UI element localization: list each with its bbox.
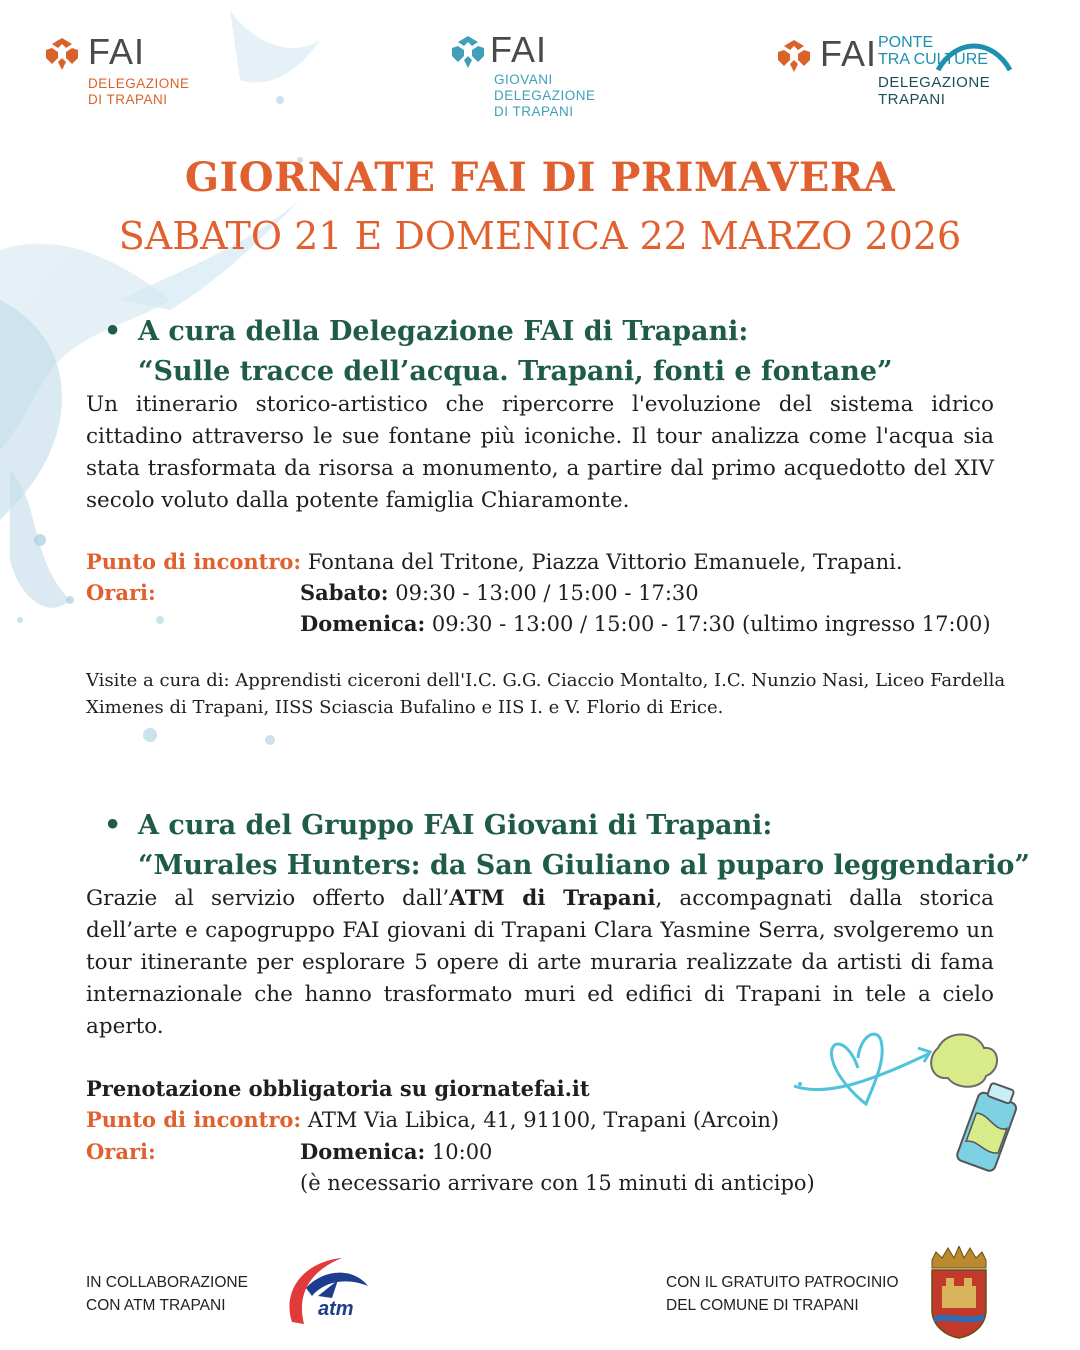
arrival-note: (è necessario arrivare con 15 minuti di anticipo) <box>300 1171 815 1195</box>
sunday-value: 10:00 <box>431 1140 493 1164</box>
meeting-label: Punto di incontro: <box>86 549 302 574</box>
fai-brand: FAI <box>490 29 548 70</box>
section1-organizer: A cura della Delegazione FAI di Trapani: <box>138 316 749 347</box>
section1-meeting-point <box>86 547 903 577</box>
section1-guides: Visite a cura di: Apprendisti ciceroni dell'I.C. G.G. Ciaccio Montalto, I.C. Nunzio Nasi, Liceo Fardella Ximenes di Trapani, IISS Sciascia Bufalino e IIS I. e V. Florio di Erice. <box>86 670 1006 718</box>
logo-subtitle: DELEGAZIONE TRAPANI <box>878 74 991 108</box>
fai-logo-mark-icon <box>776 38 812 74</box>
section2-heading <box>104 806 1030 886</box>
saturday-value: 09:30 - 13:00 / 15:00 - 17:30 <box>395 581 699 605</box>
collaboration-label: IN COLLABORAZIONE CON ATM TRAPANI <box>86 1274 248 1314</box>
logo-subtitle: DELEGAZIONE DI TRAPANI <box>88 76 190 107</box>
section1-sunday-hours <box>300 609 991 639</box>
page-title: GIORNATE FAI DI PRIMAVERA <box>184 154 896 201</box>
patronage-label: CON IL GRATUITO PATROCINIO DEL COMUNE DI TRAPANI <box>666 1274 899 1314</box>
section1-saturday-hours <box>300 578 699 608</box>
atm-logo <box>282 1252 374 1336</box>
trapani-coat-of-arms-icon <box>928 1246 990 1340</box>
meeting-value: Fontana del Tritone, Piazza Vittorio Emanuele, Trapani. <box>307 550 903 574</box>
section2-organizer: A cura del Gruppo FAI Giovani di Trapani: <box>138 810 773 841</box>
section1-description: Un itinerario storico-artistico che ripercorre l'evoluzione del sistema idrico cittadino attraverso le sue fontane più iconiche. Il tour analizza come l'acqua sia stata trasformata da risorsa a monumento, a partire dal primo acquedotto del XIV secolo voluto dalla potente famiglia Chiaramonte. <box>86 392 994 513</box>
section2-tour-title: “Murales Hunters: da San Giuliano al puparo leggendario” <box>138 850 1030 881</box>
meeting-label: Punto di incontro: <box>86 1107 302 1132</box>
atm-logo-swoosh-icon <box>282 1252 374 1336</box>
bridge-arc-icon <box>936 36 1012 72</box>
meeting-value: ATM Via Libica, 41, 91100, Trapani (Arcoin) <box>307 1108 780 1132</box>
sunday-label: Domenica: <box>300 611 426 636</box>
sunday-value: 09:30 - 13:00 / 15:00 - 17:30 (ultimo ingresso 17:00) <box>431 612 991 636</box>
section2-hours-label: Orari: <box>86 1139 156 1164</box>
fai-brand: FAI <box>88 31 146 72</box>
section2-meeting-point <box>86 1105 779 1135</box>
section1-tour-title: “Sulle tracce dell’acqua. Trapani, fonti e fontane” <box>138 356 893 387</box>
spray-can-heart-icon <box>788 1018 1028 1178</box>
bullet: • <box>104 810 122 841</box>
fai-logo-mark-icon <box>450 34 486 70</box>
fai-brand: FAI <box>820 33 878 74</box>
sunday-label: Domenica: <box>300 1139 426 1164</box>
booking-notice: Prenotazione obbligatoria su giornatefai.it <box>86 1076 590 1101</box>
logo-subtitle: GIOVANI DELEGAZIONE DI TRAPANI <box>494 72 596 119</box>
saturday-label: Sabato: <box>300 580 389 605</box>
section1-heading <box>104 312 893 392</box>
ponte-label: PONTE TRA CULTURE <box>878 34 988 68</box>
event-dates: SABATO 21 E DOMENICA 22 MARZO 2026 <box>118 214 962 258</box>
atm-wordmark: atm <box>318 1298 354 1320</box>
fai-ponte-tra-culture-logo <box>776 34 1036 114</box>
fai-logo-mark-icon <box>44 36 80 72</box>
bullet: • <box>104 316 122 347</box>
atm-highlight: ATM di Trapani <box>449 886 656 911</box>
section2-description: Grazie al servizio offerto dall’ATM di Trapani, accompagnati dalla storica dell’arte e capogruppo FAI giovani di Trapani Clara Yasmine Serra, svolgeremo un tour itinerante per esplorare 5 opere di arte muraria realizzate da artisti di fama internazionale che hanno trasformato muri ed edifici di Trapani in tele a cielo aperto. <box>86 886 994 1039</box>
section2-sunday-hours <box>300 1137 492 1167</box>
fai-giovani-logo <box>450 30 620 120</box>
section1-hours-label: Orari: <box>86 580 156 605</box>
fai-trapani-logo <box>44 32 214 112</box>
